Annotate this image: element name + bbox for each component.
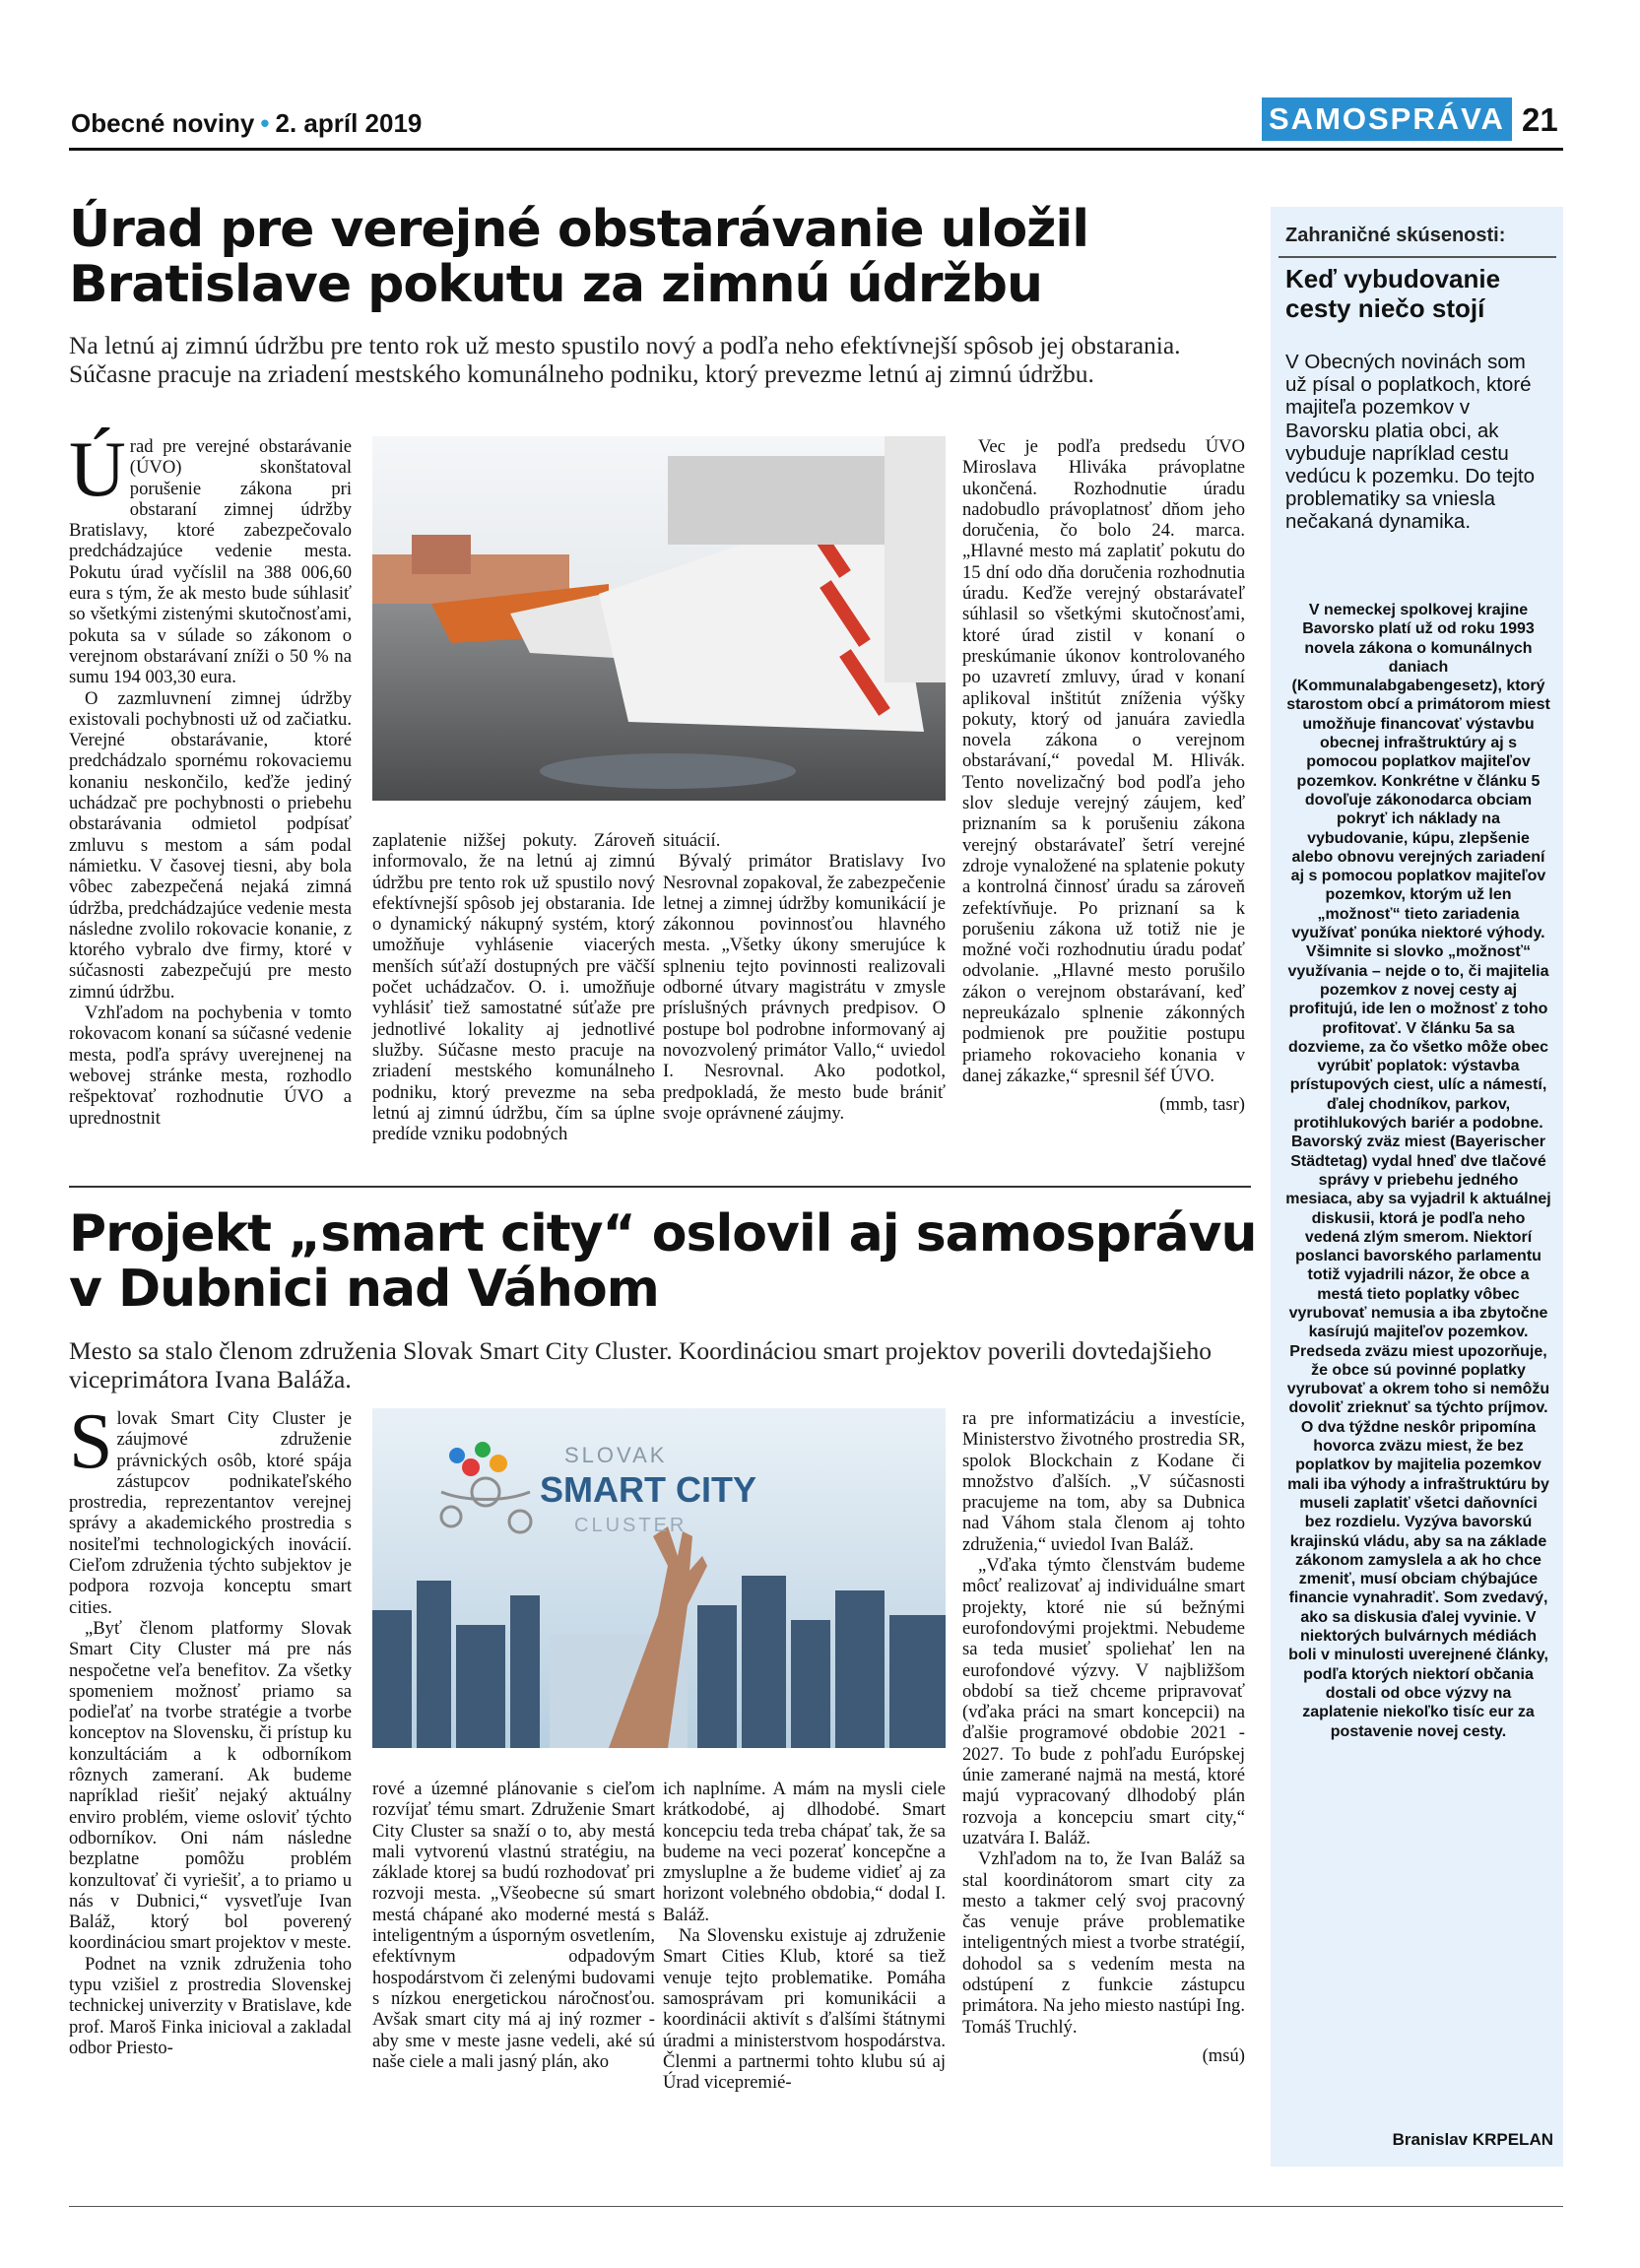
header-rule xyxy=(69,148,1563,151)
logo-line-1: SLOVAK xyxy=(564,1443,668,1467)
paragraph: „Vďaka týmto členstvám budeme môcť realizovať aj individuálne smart projekty, ktoré nie sú bežnými eurofondovými projektmi. Nebudeme sa teda musieť spoliehať len na eurofondové výzvy. V najbližšom období sa tiež chceme pripravovať (vďaka práci na smart koncepcii) na ďalšie programové obdobie 2021 - 2027. To bude z pohľadu Európskej únie zamerané najmä na mestá, ktoré majú vypracovaný dlhodobý plán rozvoja a koncepciu smart city,“ uzatvára I. Baláž. xyxy=(962,1555,1245,1848)
paragraph: rad pre verejné obstarávanie (ÚVO) skonštatoval porušenie zákona pri obstaraní zimnej údržby Bratislavy, ktoré zabezpečovalo predchádzajúce vedenie mesta. Pokutu úrad vyčíslil na 388 006,60 eura s tým, že ak mesto bude súhlasiť so všetkými zistenými skutočnosťami, pokuta sa v súlade so zákonom o verejnom obstarávaní zníži o 50 % na sumu 194 003,30 eura. xyxy=(69,436,352,688)
article2-dropcap: S xyxy=(69,1398,113,1485)
snowplow-photo xyxy=(372,436,946,801)
sidebar-title: Keď vybudovanie cesty niečo stojí xyxy=(1285,264,1501,323)
smart-city-photo xyxy=(372,1408,946,1748)
article2-column-3 xyxy=(663,1779,946,2093)
logo-line-3: CLUSTER xyxy=(574,1515,688,1536)
sidebar-kicker: Zahraničné skúsenosti: xyxy=(1285,225,1506,246)
page-number: 21 xyxy=(1522,101,1558,138)
sidebar-author: Branislav KRPELAN xyxy=(1392,2130,1553,2149)
article1-column-4 xyxy=(962,436,1245,1116)
article2-column-4 xyxy=(962,1408,1245,2066)
paragraph: Vzhľadom na pochybenia v tomto rokovacom konaní sa súčasné vedenie mesta, podľa správy uverejnenej na webovej stránke mesta, rozhodlo rešpektovať rozhodnutie ÚVO a uprednostnit xyxy=(69,1003,352,1129)
paragraph: Vec je podľa predsedu ÚVO Miroslava Hliváka právoplatne ukončená. Rozhodnutie úradu nadobudlo právoplatnosť dňom jeho doručenia, čo bolo 24. marca. „Hlavné mesto má zaplatiť pokutu do 15 dní odo dňa doručenia rozhodnutia úradu. Keďže verejný obstarávateľ súhlasil so všetkými skutočnosťami, ktoré úrad zistil v konaní o preskúmanie úkonov kontrolovaného po uzavretí zmluvy, úrad v konaní aplikoval inštitút zníženia výšky pokuty, ktorý od januára zaviedla novela zákona o verejnom obstarávaní,“ povedal M. Hlivák. Tento novelizačný bod podľa jeho slov sleduje verejný záujem, keď priznaním sa k porušeniu zákona verejný obstarávateľ šetrí verejné zdroje vynaložené na splatenie pokuty a kontrolná činnosť úradu sa zároveň zefektívňuje. Po priznaní sa k porušeniu zákona už totiž nie je možné voči rozhodnutiu úradu podať odvolanie. „Hlavné mesto porušilo zákon o verejnom obstarávaní, keď nepreukázalo splnenie zákonných podmienok pre použitie postupu priameho rokovacieho konania v danej zákazke,“ spresnil šéf ÚVO. xyxy=(962,436,1245,1086)
issue-date: 2. apríl 2019 xyxy=(275,108,423,138)
article2-headline: Projekt „smart city“ oslovil aj samosprávu v Dubnici nad Váhom xyxy=(69,1204,1257,1319)
paragraph: rové a územné plánovanie s cieľom rozvíjať tému smart. Združenie Smart City Cluster sa snaží o to, aby mestá mali vytvorenú vlastnú stratégiu, na základe ktorej sa budú rozhodovať pri rozvoji mesta. „Všeobecne sú smart mestá chápané ako moderné mestá s inteligentným a úsporným osvetlením, efektívnym odpadovým hospodárstvom či zelenými budovami s nízkou energetickou náročnosťou. Avšak smart city má aj iný rozmer - aby sme v meste jasne vedeli, aké sú naše ciele a mali jasný plán, ako xyxy=(372,1779,655,2072)
article1-lead: Na letnú aj zimnú údržbu pre tento rok už mesto spustilo nový a podľa neho efektívnejší spôsob jej obstarania. Súčasne pracuje na zriadení mestského komunálneho podniku, ktorý prevezme letnú aj zimnú údržbu. xyxy=(69,331,1181,388)
article1-column-1 xyxy=(69,426,352,1129)
sidebar-rule xyxy=(1279,256,1556,258)
article1-headline: Úrad pre verejné obstarávanie uložil Bratislave pokutu za zimnú údržbu xyxy=(69,200,1089,314)
bullet-dot: • xyxy=(260,108,270,138)
sidebar-body: V nemeckej spolkovej krajine Bavorsko platí už od roku 1993 novela zákona o komunálnych daniach (Kommunalabgabengesetz), ktorý starostom obcí a primátorom miest umožňuje financovať výstavbu obecnej infraštruktúry aj s pomocou poplatkov majiteľov pozemkov. Konkrétne v článku 5 dovoľuje zákonodarca obciam pokryť ich náklady na vybudovanie, kúpu, zlepšenie alebo obnovu verejných zariadení aj s pomocou poplatkov majiteľov pozemkov, ktorým už len „možnosť“ tieto zariadenia využívať ponúka niektoré výhody. Všimnite si slovko „možnosť“ využívania – nejde o to, či majitelia pozemkov z novej cesty aj profitujú, ide len o možnosť z toho profitovať. V článku 5a sa dozvieme, za čo všetko môže obec vyrúbiť poplatok: výstavba prístupových ciest, ulíc a námestí, ďalej chodníkov, parkov, protihlukových bariér a podobne. Bavorský zväz miest (Bayerischer Städtetag) vydal hneď dve tlačové správy v priebehu jedného mesiaca, aby sa vyjadril k aktuálnej diskusii, ktorá je podľa neho vedená zlým smerom. Niektorí poslanci bavorského parlamentu totiž vyjadrili názor, že obce a mestá tieto poplatky vôbec vyrubovať nemusia a iba zbytočne kasírujú majiteľov pozemkov. Predseda zväzu miest upozorňuje, že obce sú povinné poplatky vyrubovať a okrem toho si nemôžu dovoliť zrieknuť sa týchto príjmov. O dva týždne neskôr pripomína hovorca zväzu miest, že bez poplatkov by majitelia pozemkov mali iba výhody a infraštruktúru by museli zaplatiť všetci daňovníci bez rozdielu. Vyzýva bavorskú krajinskú vládu, aby sa na základe zákonom zamyslela a ak ho chce zmeniť, musí obciam chýbajúce financie vynahradiť. Som zvedavý, ako sa diskusia ďalej vyvinie. V niektorých bulvárnych médiách boli v minulosti uverejnené články, podľa ktorých niektorí občania dostali od obce výzvy na zaplatenie niekoľko tisíc eur za postavenie novej cesty. xyxy=(1285,602,1551,1740)
article1-dropcap: Ú xyxy=(69,426,126,513)
paper-name: Obecné noviny xyxy=(71,108,255,138)
paragraph: zaplatenie nižšej pokuty. Zároveň informovalo, že na letnú aj zimnú údržbu pre tento rok už spustilo nový efektívnejší spôsob jej obstarania. Ide o dynamický nákupný systém, ktorý umožňuje vyhlásenie viacerých menších súťaží dostupných pre väčší počet uchádzačov. O. i. umožňuje vyhlásiť tiež samostatné súťaže pre jednotlivé lokality aj jednotlivé služby. Súčasne mesto pracuje na zriadení mestského komunálneho podniku, ktorý prevezme na seba letnú aj zimnú údržbu, čím sa úplne predíde vzniku podobných xyxy=(372,830,655,1145)
paragraph: ra pre informatizáciu a investície, Ministerstvo životného prostredia SR, spolok Blockchain z Kodane či množstvo ďalších. „V súčasnosti pracujeme na tom, aby sa Dubnica nad Váhom stala členom aj tohto združenia,“ uviedol Ivan Baláž. xyxy=(962,1408,1245,1555)
section-label: SAMOSPRÁVA xyxy=(1262,97,1512,141)
paragraph: situácií. xyxy=(663,830,721,851)
article1-column-2 xyxy=(372,830,655,1144)
paragraph: lovak Smart City Cluster je záujmové združenie právnických osôb, ktoré spája zástupcov podnikateľského prostredia, reprezentantov verejnej správy a akademického prostredia s nositeľmi technologických inovácií. Cieľom združenia týchto subjektov je podpora rozvoja konceptu smart cities. xyxy=(69,1408,352,1618)
sidebar-lead: V Obecných novinách som už písal o poplatkoch, ktoré majiteľa pozemkov v Bavorsku platia obci, ak vybuduje napríklad cestu vedúcu k pozemku. Do tejto problematiky sa vniesla nečakaná dynamika. xyxy=(1285,351,1535,534)
article2-credit: (msú) xyxy=(1202,2044,1245,2066)
paragraph: „Byť členom platformy Slovak Smart City Cluster má pre nás nespočetne veľa benefitov. Za všetky spomeniem možnosť priamo sa podieľať na tvorbe stratégie a tvorbe konceptov na Slovensku, či prístup ku konzultáciám a k odborníkom rôznych zameraní. Ak budeme napríklad riešiť nejaký aktuálny enviro problém, vieme osloviť týchto odborníkov. Oni nám následne bezplatne pomôžu problém konzultovať či vyriešiť, a to priamo u nás v Dubnici,“ vysvetľuje Ivan Baláž, ktorý bol poverený koordináciou smart projektov v meste. xyxy=(69,1617,352,1954)
article2-column-2 xyxy=(372,1779,655,2072)
article1-column-3 xyxy=(663,830,946,1124)
logo-line-2: SMART CITY xyxy=(540,1469,756,1510)
masthead xyxy=(71,108,422,139)
article-divider xyxy=(69,1186,1251,1188)
article2-lead: Mesto sa stalo členom združenia Slovak Smart City Cluster. Koordináciou smart projektov poverili dovtedajšieho viceprimátora Ivana Baláža. xyxy=(69,1336,1213,1393)
paragraph: Na Slovensku existuje aj združenie Smart Cities Klub, ktoré sa tiež venuje tejto problematike. Pomáha samosprávam pri komunikácii a koordinácii aktivít s ďalšími štátnymi úradmi a ministerstvom hospodárstva. Členmi a partnermi tohto klubu sú aj Úrad vicepremié- xyxy=(663,1925,946,2094)
article1-credit: (mmb, tasr) xyxy=(1159,1094,1245,1116)
paragraph: ich naplníme. A mám na mysli ciele krátkodobé, aj dlhodobé. Smart koncepciu teda treba chápať tak, že sa budeme na veci pozerať koncepčne a zmysluplne a že budeme vidieť aj za horizont volebného obdobia,“ dodal I. Baláž. xyxy=(663,1779,946,1925)
footer-rule xyxy=(69,2206,1563,2207)
paragraph: Podnet na vznik združenia toho typu vzišiel z prostredia Slovenskej technickej univerzity v Bratislave, kde prof. Maroš Finka inicioval a zakladal odbor Priesto- xyxy=(69,1953,352,2058)
article2-column-1 xyxy=(69,1398,352,2058)
paragraph: Bývalý primátor Bratislavy Ivo Nesrovnal zopakoval, že zabezpečenie letnej a zimnej údržby komunikácií je zákonnou povinnosťou hlavného mesta. „Všetky úkony smerujúce k splneniu tejto povinnosti realizovali odborné útvary magistrátu v zmysle príslušných právnych predpisov. O postupe bol podrobne informovaný aj novozvolený primátor Vallo,“ uviedol I. Nesrovnal. Ako podotkol, predpokladá, že mesto bude brániť svoje oprávnené záujmy. xyxy=(663,851,947,1124)
paragraph: O zazmluvnení zimnej údržby existovali pochybnosti už od začiatku. Verejné obstarávanie, ktoré predchádzalo spornému rokovaciemu konaniu neskončilo, keďže jediný uchádzač pre pochybnosti o priebehu obstarávania odmietol podpísať zmluvu s mestom a sám podal námietku. V časovej tiesni, aby bola vôbec zabezpečená nejaká zimná údržba, predchádzajúce vedenie mesta následne zvolilo rokovacie konanie, z ktorého vybralo dve firmy, ktoré v súčasnosti zabezpečujú pre mesto zimnú údržbu. xyxy=(69,687,352,1003)
paragraph: Vzhľadom na to, že Ivan Baláž sa stal koordinátorom smart city za mesto a takmer celý svoj pracovný čas venuje práve problematike inteligentných miest a tvorbe stratégií, dohodol sa s vedením mesta na odstúpení z funkcie zástupcu primátora. Na jeho miesto nastúpi Ing. Tomáš Truchlý. xyxy=(962,1848,1245,2038)
